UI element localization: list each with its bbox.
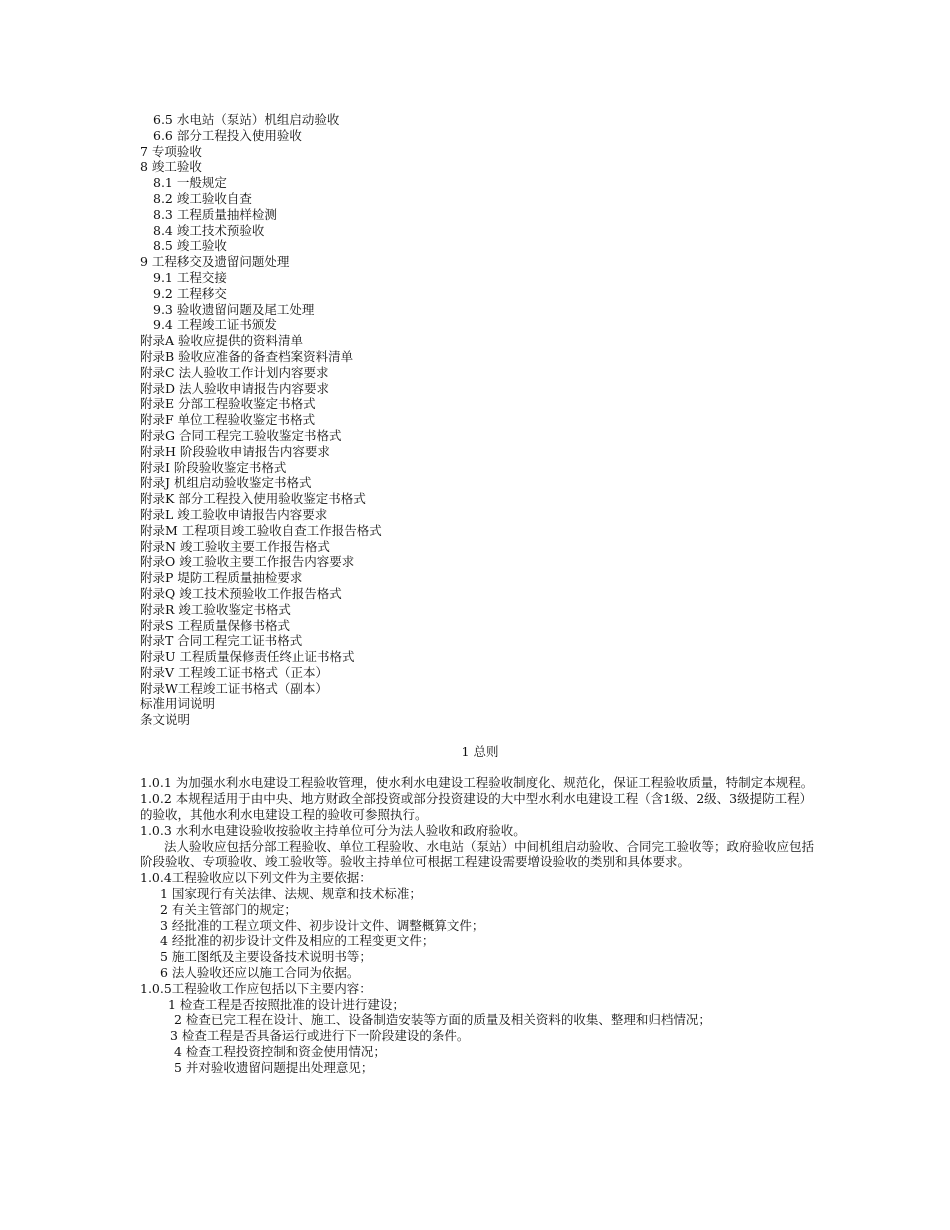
table-of-contents bbox=[140, 112, 820, 728]
toc-entry-8-5: 8.5 竣工验收 bbox=[153, 238, 227, 254]
section-1-0-1: 1.0.1 为加强水利水电建设工程验收管理，使水利水电建设工程验收制度化、规范化，保证工程验收质量，特制定本规程。 bbox=[140, 775, 814, 791]
toc-entry-appendix-h: 附录H 阶段验收申请报告内容要求 bbox=[140, 443, 330, 459]
toc-entry-appendix-r: 附录R 竣工验收鉴定书格式 bbox=[140, 601, 291, 617]
section-1-0-4-item: 1 国家现行有关法律、法规、规章和技术标准； bbox=[160, 886, 422, 902]
section-1-0-5-title: 1.0.5工程验收工作应包括以下主要内容： bbox=[140, 980, 372, 996]
toc-entry-7: 7 专项验收 bbox=[140, 143, 202, 159]
toc-entry-8-4: 8.4 竣工技术预验收 bbox=[153, 222, 265, 238]
section-1-0-2: 1.0.2 本规程适用于由中央、地方财政全部投资或部分投资建设的大中型水利水电建设工程（含1级、2级、3级提防工程）的验收，其他水利水电建设工程的验收可参照执行。 bbox=[140, 791, 813, 823]
toc-entry-appendix-i: 附录I 阶段验收鉴定书格式 bbox=[140, 459, 287, 475]
toc-entry-appendix-u: 附录U 工程质量保修责任终止证书格式 bbox=[140, 649, 355, 665]
document-body bbox=[140, 112, 820, 1076]
toc-entry-8: 8 竣工验收 bbox=[140, 159, 202, 175]
toc-entry-standard-terms: 标准用词说明 bbox=[140, 696, 216, 712]
toc-entry-appendix-e: 附录E 分部工程验收鉴定书格式 bbox=[140, 396, 316, 412]
toc-entry-appendix-l: 附录L 竣工验收申请报告内容要求 bbox=[140, 506, 328, 522]
toc-entry-8-2: 8.2 竣工验收自查 bbox=[153, 190, 252, 206]
toc-entry-appendix-s: 附录S 工程质量保修书格式 bbox=[140, 617, 291, 633]
section-1-0-4-item: 5 施工图纸及主要设备技术说明书等； bbox=[160, 949, 372, 965]
toc-entry-8-1: 8.1 一般规定 bbox=[153, 175, 227, 191]
toc-entry-clause-explanation: 条文说明 bbox=[140, 712, 191, 728]
toc-entry-appendix-q: 附录Q 竣工技术预验收工作报告格式 bbox=[140, 585, 342, 601]
section-1-0-3-title: 1.0.3 水利水电建设验收按验收主持单位可分为法人验收和政府验收。 bbox=[140, 822, 526, 838]
toc-entry-appendix-v: 附录V 工程竣工证书格式（正本） bbox=[140, 664, 329, 680]
toc-entry-9-1: 9.1 工程交接 bbox=[153, 269, 227, 285]
section-1-0-4-title: 1.0.4工程验收应以下列文件为主要依据： bbox=[140, 870, 372, 886]
toc-entry-appendix-f: 附录F 单位工程验收鉴定书格式 bbox=[140, 412, 316, 428]
toc-entry-9-3: 9.3 验收遗留问题及尾工处理 bbox=[153, 301, 315, 317]
toc-entry-appendix-c: 附录C 法人验收工作计划内容要求 bbox=[140, 364, 329, 380]
toc-entry-6-5: 6.5 水电站（泵站）机组启动验收 bbox=[153, 112, 340, 127]
chapter-body bbox=[140, 775, 820, 1075]
section-1-0-5-item: 1 检查工程是否按照批准的设计进行建设； bbox=[168, 996, 405, 1012]
toc-entry-appendix-k: 附录K 部分工程投入使用验收鉴定书格式 bbox=[140, 491, 366, 507]
toc-entry-9-4: 9.4 工程竣工证书颁发 bbox=[153, 317, 277, 333]
section-1-0-5-item: 5 并对验收遗留问题提出处理意见； bbox=[174, 1059, 374, 1075]
toc-entry-9: 9 工程移交及遗留问题处理 bbox=[140, 254, 290, 270]
chapter-title: 1 总则 bbox=[461, 743, 499, 759]
toc-entry-appendix-n: 附录N 竣工验收主要工作报告格式 bbox=[140, 538, 330, 554]
section-1-0-4-item: 3 经批准的工程立项文件、初步设计文件、调整概算文件； bbox=[160, 917, 485, 933]
section-1-0-5-item: 3 检查工程是否具备运行或进行下一阶段建设的条件。 bbox=[170, 1028, 470, 1044]
section-1-0-4-item: 2 有关主管部门的规定； bbox=[160, 901, 297, 917]
toc-entry-appendix-p: 附录P 堤防工程质量抽检要求 bbox=[140, 570, 303, 586]
toc-entry-appendix-o: 附录O 竣工验收主要工作报告内容要求 bbox=[140, 554, 355, 570]
toc-entry-appendix-a: 附录A 验收应提供的资料清单 bbox=[140, 333, 304, 349]
toc-entry-appendix-w: 附录W工程竣工证书格式（副本） bbox=[140, 680, 328, 696]
toc-entry-appendix-t: 附录T 合同工程完工证书格式 bbox=[140, 633, 303, 649]
toc-entry-9-2: 9.2 工程移交 bbox=[153, 285, 227, 301]
toc-entry-8-3: 8.3 工程质量抽样检测 bbox=[153, 206, 277, 222]
toc-entry-appendix-m: 附录M 工程项目竣工验收自查工作报告格式 bbox=[140, 522, 382, 538]
section-1-0-5-item: 4 检查工程投资控制和资金使用情况； bbox=[174, 1044, 386, 1060]
section-1-0-5-item: 2 检查已完工程在设计、施工、设备制造安装等方面的质量及相关资料的收集、整理和归档情况； bbox=[174, 1012, 711, 1028]
toc-entry-appendix-b: 附录B 验收应准备的备查档案资料清单 bbox=[140, 348, 354, 364]
section-1-0-3-body: 法人验收应包括分部工程验收、单位工程验收、水电站（泵站）中间机组启动验收、合同完工验收等；政府验收应包括阶段验收、专项验收、竣工验收等。验收主持单位可根据工程建设需要增设验收的类别和具体要求。 bbox=[140, 838, 815, 870]
toc-entry-appendix-d: 附录D 法人验收申请报告内容要求 bbox=[140, 380, 329, 396]
section-1-0-4-item: 6 法人验收还应以施工合同为依据。 bbox=[160, 965, 360, 981]
toc-entry-appendix-j: 附录J 机组启动验收鉴定书格式 bbox=[140, 475, 312, 491]
section-1-0-4-item: 4 经批准的初步设计文件及相应的工程变更文件； bbox=[160, 933, 435, 949]
toc-entry-appendix-g: 附录G 合同工程完工验收鉴定书格式 bbox=[140, 427, 342, 443]
toc-entry-6-6: 6.6 部分工程投入使用验收 bbox=[153, 127, 302, 143]
